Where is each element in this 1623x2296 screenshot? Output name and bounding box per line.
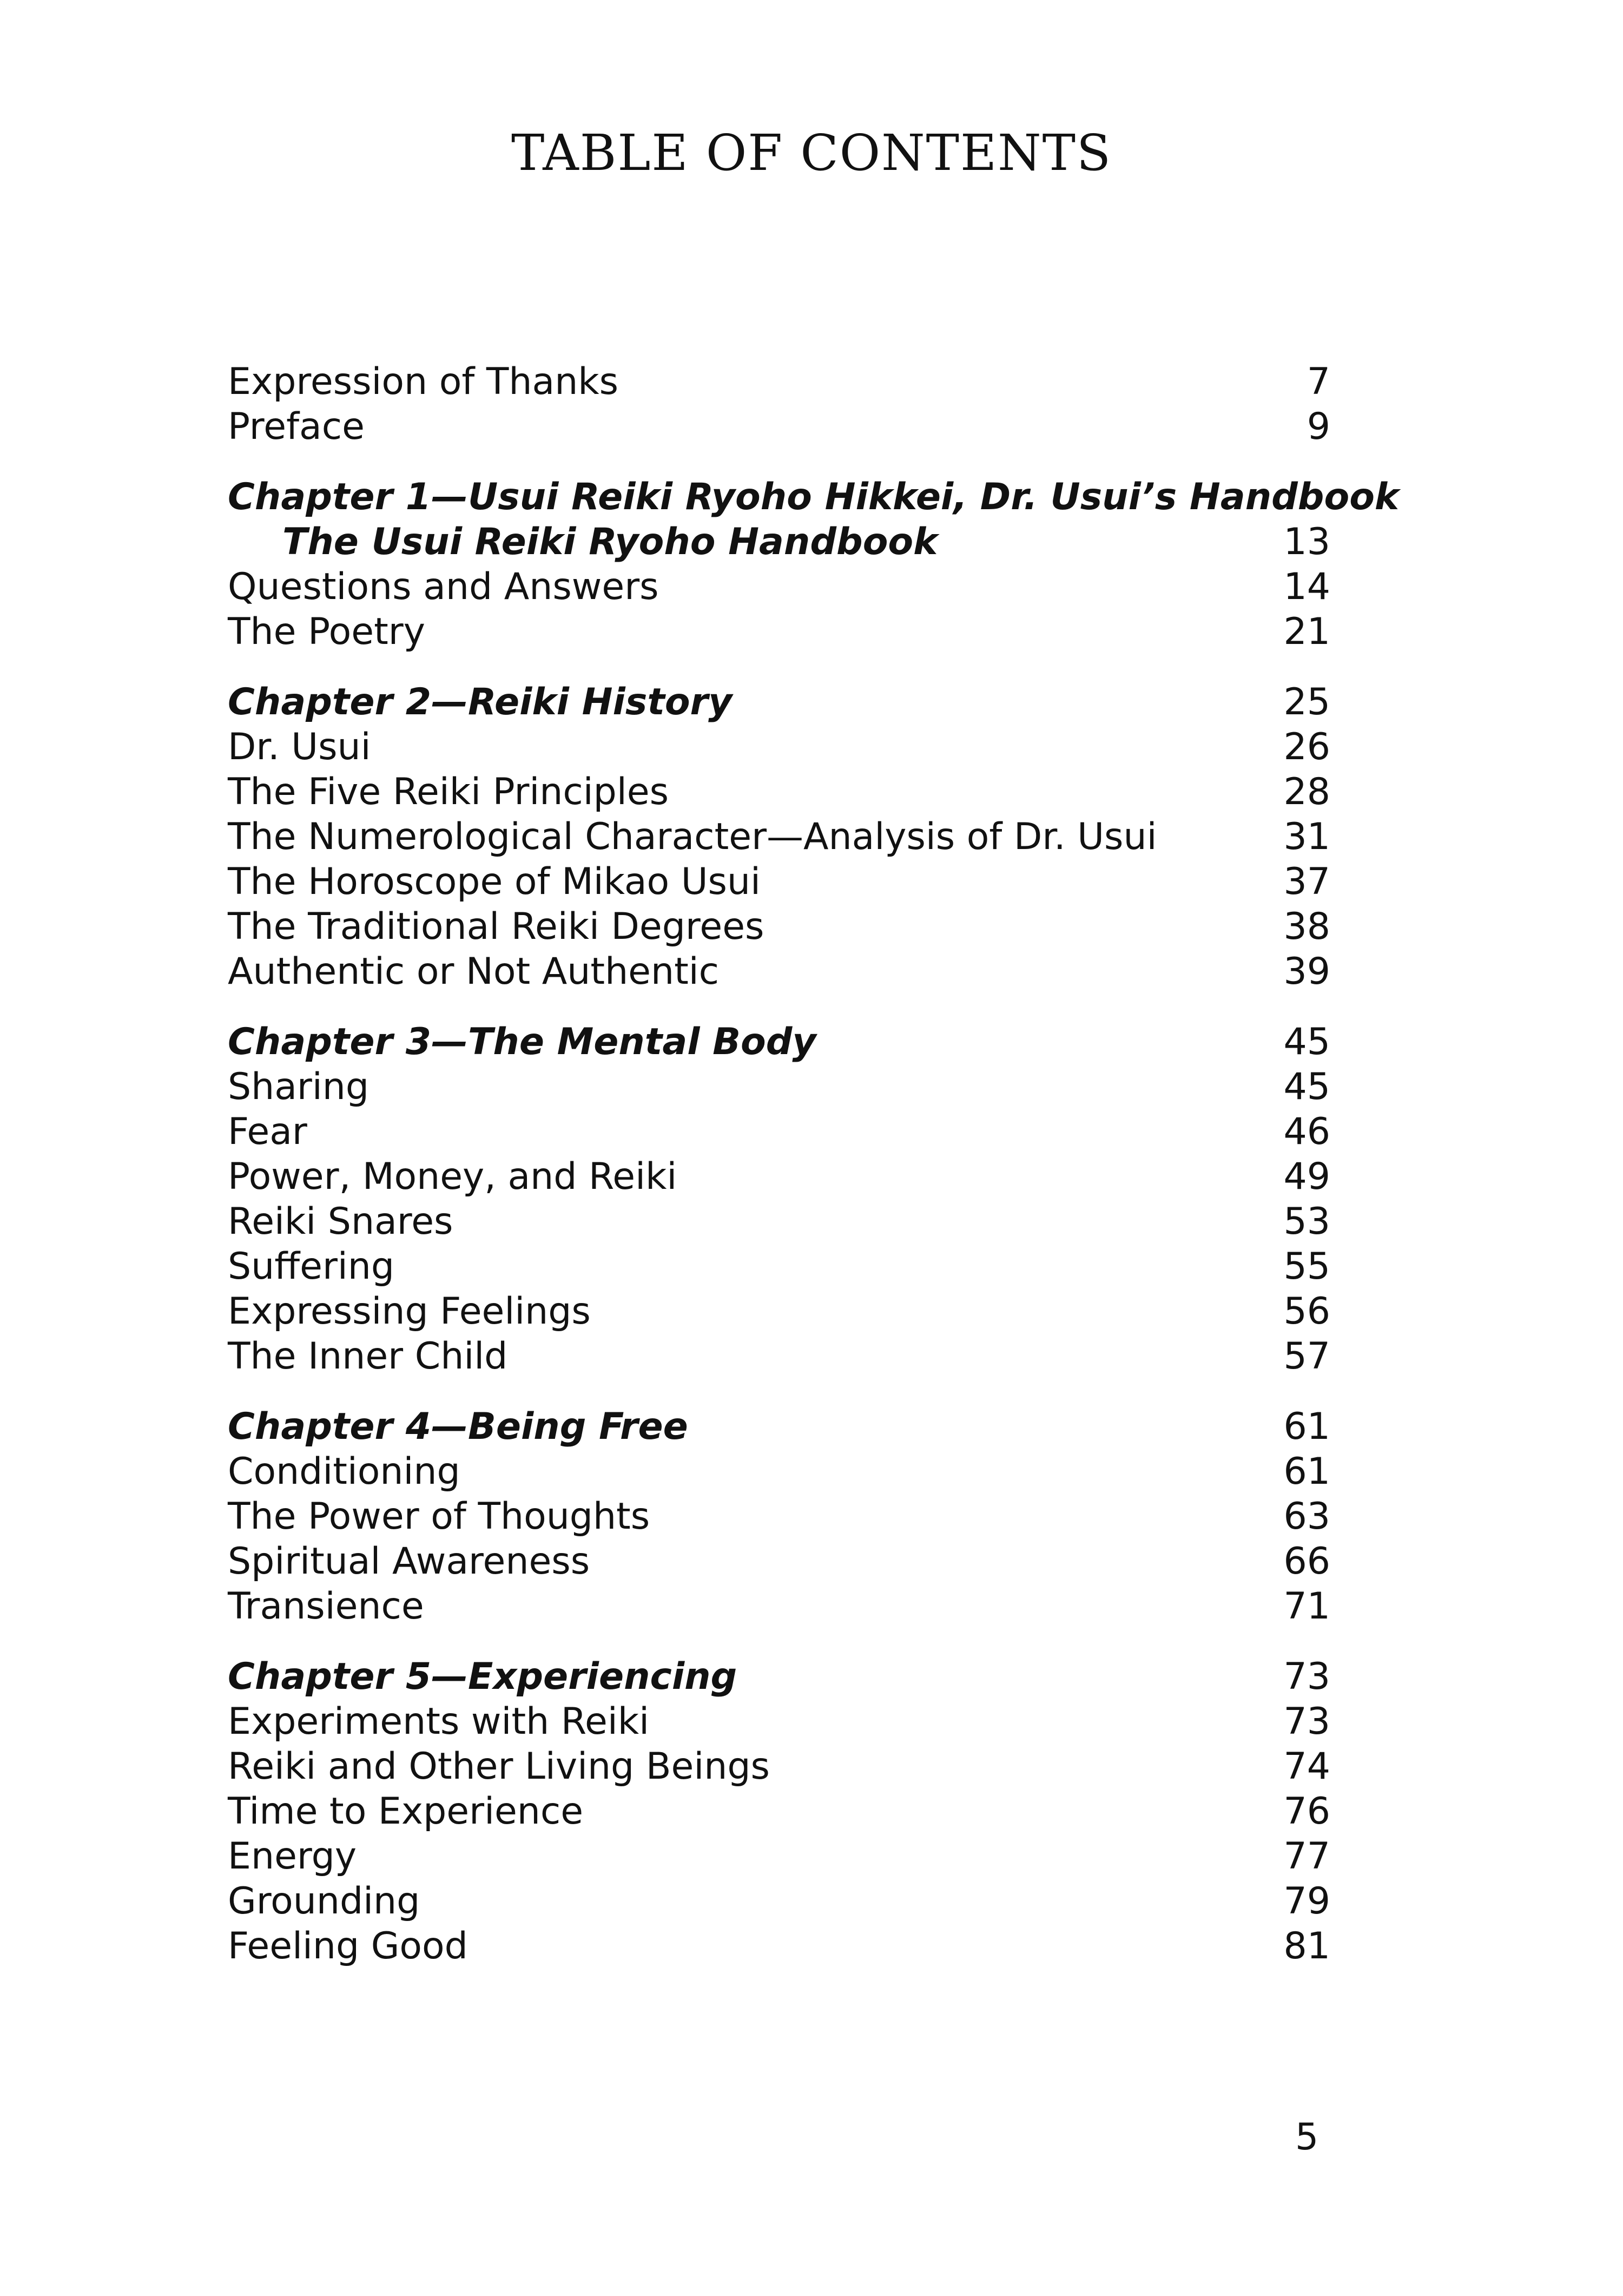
toc-entry-page: 45 (1283, 1065, 1330, 1108)
toc-entry (228, 519, 1330, 564)
toc-entry-label: Experiments with Reiki (228, 1700, 650, 1743)
toc-entry (228, 904, 1330, 949)
toc-entry-page: 63 (1283, 1495, 1330, 1538)
toc-entry-label: Expressing Feelings (228, 1290, 591, 1333)
toc-entry-page: 28 (1283, 771, 1330, 813)
toc-entry (228, 1449, 1330, 1494)
toc-entry-page: 79 (1283, 1880, 1330, 1923)
toc-entry-label: Authentic or Not Authentic (228, 950, 720, 993)
toc-entry-label: The Inner Child (228, 1335, 508, 1378)
page-title: TABLE OF CONTENTS (511, 124, 1112, 182)
toc-entry-label: Reiki Snares (228, 1200, 453, 1243)
toc-entry (228, 1789, 1330, 1834)
toc-entry (228, 1494, 1330, 1539)
toc-entry-label: Time to Experience (228, 1790, 584, 1833)
chapter-title: Chapter 5—Experiencing (228, 1655, 737, 1698)
toc-entry-label: The Traditional Reiki Degrees (228, 905, 764, 948)
toc-entry-page: 7 (1307, 360, 1330, 403)
chapter-heading (228, 1019, 1330, 1064)
toc-entry-page: 55 (1283, 1245, 1330, 1288)
toc-entry-label: Conditioning (228, 1450, 460, 1493)
toc-entry-page: 31 (1283, 815, 1330, 858)
toc-entry (228, 1834, 1330, 1879)
toc-entry-label: The Poetry (228, 610, 425, 653)
toc-entry-page: 66 (1283, 1540, 1330, 1583)
chapter-heading (228, 475, 1400, 519)
toc-entry (228, 1109, 1330, 1154)
toc-entry (228, 769, 1330, 814)
chapter-page: 73 (1283, 1655, 1330, 1698)
toc-entry-label: Spiritual Awareness (228, 1540, 590, 1583)
toc-chapter-5 (228, 1654, 1330, 1969)
toc-entry-page: 38 (1283, 905, 1330, 948)
chapter-page: 45 (1283, 1021, 1330, 1063)
toc-entry-page: 74 (1283, 1745, 1330, 1788)
chapter-title: Chapter 3—The Mental Body (228, 1021, 816, 1063)
toc-entry-label: Suffering (228, 1245, 395, 1288)
toc-entry (228, 609, 1330, 654)
toc-entry-page: 73 (1283, 1700, 1330, 1743)
toc-entry (228, 1879, 1330, 1924)
toc-entry (228, 1744, 1330, 1789)
toc-entry-label: Reiki and Other Living Beings (228, 1745, 770, 1788)
chapter-page: 25 (1283, 681, 1330, 723)
toc-entry (228, 1154, 1330, 1199)
toc-front-matter (228, 359, 1330, 449)
toc-entry (228, 564, 1330, 609)
toc-entry-label: Power, Money, and Reiki (228, 1155, 677, 1198)
toc-entry-page: 37 (1283, 860, 1330, 903)
toc-chapter-2 (228, 680, 1330, 994)
toc-chapter-4 (228, 1404, 1330, 1629)
toc-entry (228, 1199, 1330, 1244)
toc-entry (228, 1289, 1330, 1334)
toc-entry-page: 53 (1283, 1200, 1330, 1243)
toc-entry-page: 71 (1283, 1585, 1330, 1628)
toc-entry-page: 21 (1283, 610, 1330, 653)
toc-entry-label: Preface (228, 405, 365, 448)
toc-entry-label: The Usui Reiki Ryoho Handbook (282, 521, 938, 563)
chapter-title: Chapter 1—Usui Reiki Ryoho Hikkei, Dr. Usui’s Handbook (228, 476, 1400, 518)
toc-entry (228, 859, 1330, 904)
toc-entry-page: 57 (1283, 1335, 1330, 1378)
chapter-title: Chapter 2—Reiki History (228, 681, 733, 723)
toc-entry (228, 404, 1330, 449)
table-of-contents (228, 359, 1400, 1994)
toc-chapter-1 (228, 475, 1400, 654)
chapter-title: Chapter 4—Being Free (228, 1405, 688, 1448)
toc-entry-page: 39 (1283, 950, 1330, 993)
toc-entry (228, 1539, 1330, 1584)
toc-entry-page: 76 (1283, 1790, 1330, 1833)
toc-entry-label: The Horoscope of Mikao Usui (228, 860, 761, 903)
toc-entry-label: Fear (228, 1110, 307, 1153)
toc-entry-page: 14 (1283, 565, 1330, 608)
toc-entry-page: 49 (1283, 1155, 1330, 1198)
chapter-heading (228, 1404, 1330, 1449)
page-number: 5 (1295, 2116, 1319, 2159)
toc-entry-page: 77 (1283, 1835, 1330, 1878)
toc-entry-label: Transience (228, 1585, 424, 1628)
toc-entry (228, 949, 1330, 994)
toc-entry (228, 1244, 1330, 1289)
toc-entry-label: The Five Reiki Principles (228, 771, 669, 813)
toc-entry (228, 1334, 1330, 1379)
toc-entry (228, 1064, 1330, 1109)
toc-entry-page: 9 (1307, 405, 1330, 448)
toc-entry-label: Feeling Good (228, 1925, 468, 1968)
toc-entry-label: Grounding (228, 1880, 420, 1923)
toc-chapter-3 (228, 1019, 1330, 1379)
toc-entry-page: 56 (1283, 1290, 1330, 1333)
chapter-page: 61 (1283, 1405, 1330, 1448)
toc-entry (228, 359, 1330, 404)
toc-entry (228, 725, 1330, 769)
toc-entry (228, 1584, 1330, 1629)
toc-entry-page: 46 (1283, 1110, 1330, 1153)
toc-entry (228, 1699, 1330, 1744)
toc-entry (228, 814, 1330, 859)
chapter-heading (228, 680, 1330, 725)
toc-entry-label: The Numerological Character—Analysis of Dr. Usui (228, 815, 1157, 858)
toc-entry-page: 13 (1283, 521, 1330, 563)
toc-entry-label: Questions and Answers (228, 565, 659, 608)
toc-entry-label: The Power of Thoughts (228, 1495, 650, 1538)
toc-entry-label: Energy (228, 1835, 357, 1878)
toc-entry-page: 26 (1283, 726, 1330, 768)
toc-entry-label: Sharing (228, 1065, 370, 1108)
toc-entry-label: Expression of Thanks (228, 360, 619, 403)
chapter-heading (228, 1654, 1330, 1699)
toc-entry-label: Dr. Usui (228, 726, 371, 768)
toc-entry-page: 81 (1283, 1925, 1330, 1968)
toc-entry-page: 61 (1283, 1450, 1330, 1493)
toc-entry (228, 1924, 1330, 1969)
